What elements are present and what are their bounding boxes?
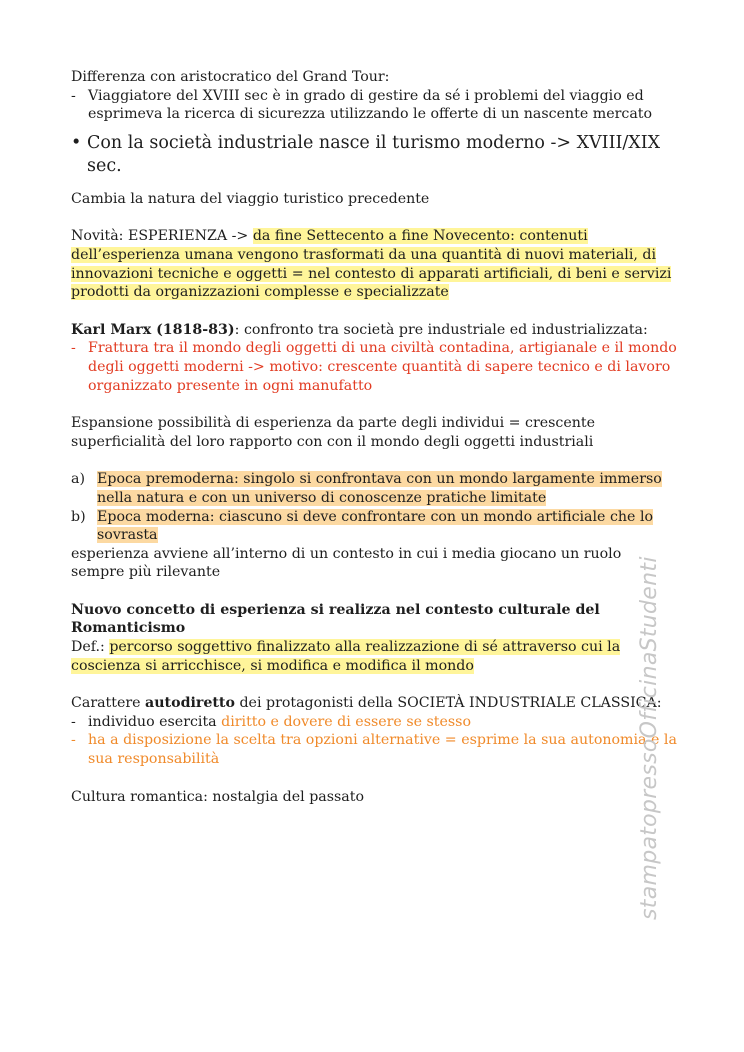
list-marker: a) [71, 471, 85, 488]
def-label: Def.: [71, 639, 110, 656]
epoch-premodern: Epoca premoderna: singolo si confrontava con un mondo largamente immerso nella natura e con un universo di conoscenze pratiche limitate [97, 471, 662, 506]
carattere-paragraph [71, 694, 677, 713]
epoch-modern: Epoca moderna: ciascuno si deve confrontare con un mondo artificiale che lo sovrasta [97, 508, 654, 544]
bullet-marker: • [71, 132, 82, 153]
grand-tour-bullet: Viaggiatore del XVIII sec è in grado di gestire da sé i problemi del viaggio ed esprimeva la ricerca di sicurezza utilizzando le offerte di un nascente mercato [88, 87, 653, 123]
list-item [71, 731, 677, 768]
culture-paragraph: Cultura romantica: nostalgia del passato [71, 788, 364, 805]
marx-bullet: Frattura tra il mondo degli oggetti di una civiltà contadina, artigianale e il mondo degli oggetti moderni -> motivo: crescente quantità di sapere tecnico e di lavoro organizzato presente in ogni manufatto [88, 340, 677, 394]
carattere-bold: autodiretto [145, 695, 235, 712]
document-page [71, 68, 677, 806]
watermark: stampatopressoOfficinaStudenti [637, 556, 662, 920]
list-item [71, 339, 677, 395]
list-item [71, 508, 677, 545]
list-item [71, 132, 677, 178]
expansion-paragraph: Espansione possibilità di esperienza da parte degli individui = crescente superficialità del loro rapporto con con il mondo degli oggetti industriali [71, 415, 596, 450]
dash-marker: - [71, 340, 76, 357]
novita-paragraph [71, 227, 677, 301]
def-text: percorso soggettivo finalizzato alla realizzazione di sé attraverso cui la coscienza si arricchisce, si modifica e modifica il mondo [71, 639, 621, 674]
romanticismo-heading-text: Nuovo concetto di esperienza si realizza nel contesto culturale del Romanticismo [71, 601, 600, 637]
industrial-bullet: Con la società industriale nasce il turismo moderno -> XVIII/XIX sec. [87, 132, 661, 176]
carattere-item2: ha a disposizione la scelta tra opzioni alternative = esprime la sua autonomia e la sua responsabilità [88, 732, 677, 768]
dash-marker: - [71, 713, 76, 730]
romanticismo-heading [71, 601, 677, 638]
marx-name: Karl Marx (1818-83) [71, 321, 235, 338]
media-paragraph: esperienza avviene all’interno di un contesto in cui i media giocano un ruolo sempre più rilevante [71, 545, 622, 581]
dash-marker: - [71, 87, 76, 104]
novita-prefix: Novità: ESPERIENZA -> [71, 228, 253, 245]
list-item [71, 470, 677, 507]
carattere-pre: Carattere [71, 695, 146, 712]
marx-text: : confronto tra società pre industriale ed industrializzata: [234, 321, 648, 338]
list-marker: b) [71, 508, 86, 525]
carattere-item1-pre: individuo esercita [88, 713, 222, 730]
dash-marker: - [71, 732, 76, 749]
carattere-item1-orange: diritto e dovere di essere se stesso [221, 713, 472, 730]
carattere-post: dei protagonisti della SOCIETÀ INDUSTRIALE CLASSICA: [234, 695, 662, 712]
list-item [71, 87, 677, 124]
list-item [71, 713, 677, 732]
grand-tour-heading: Differenza con aristocratico del Grand Tour: [71, 69, 390, 85]
definition-paragraph [71, 638, 677, 675]
change-paragraph: Cambia la natura del viaggio turistico precedente [71, 190, 430, 207]
novita-highlight: da fine Settecento a fine Novecento: contenuti dell’esperienza umana vengono trasformati da una quantità di nuovi materiali, di innovazioni tecniche e oggetti = nel contesto di apparati artificiali, di beni e servizi prodotti da organizzazioni complesse e specializzate [71, 228, 672, 301]
marx-paragraph [71, 321, 677, 340]
